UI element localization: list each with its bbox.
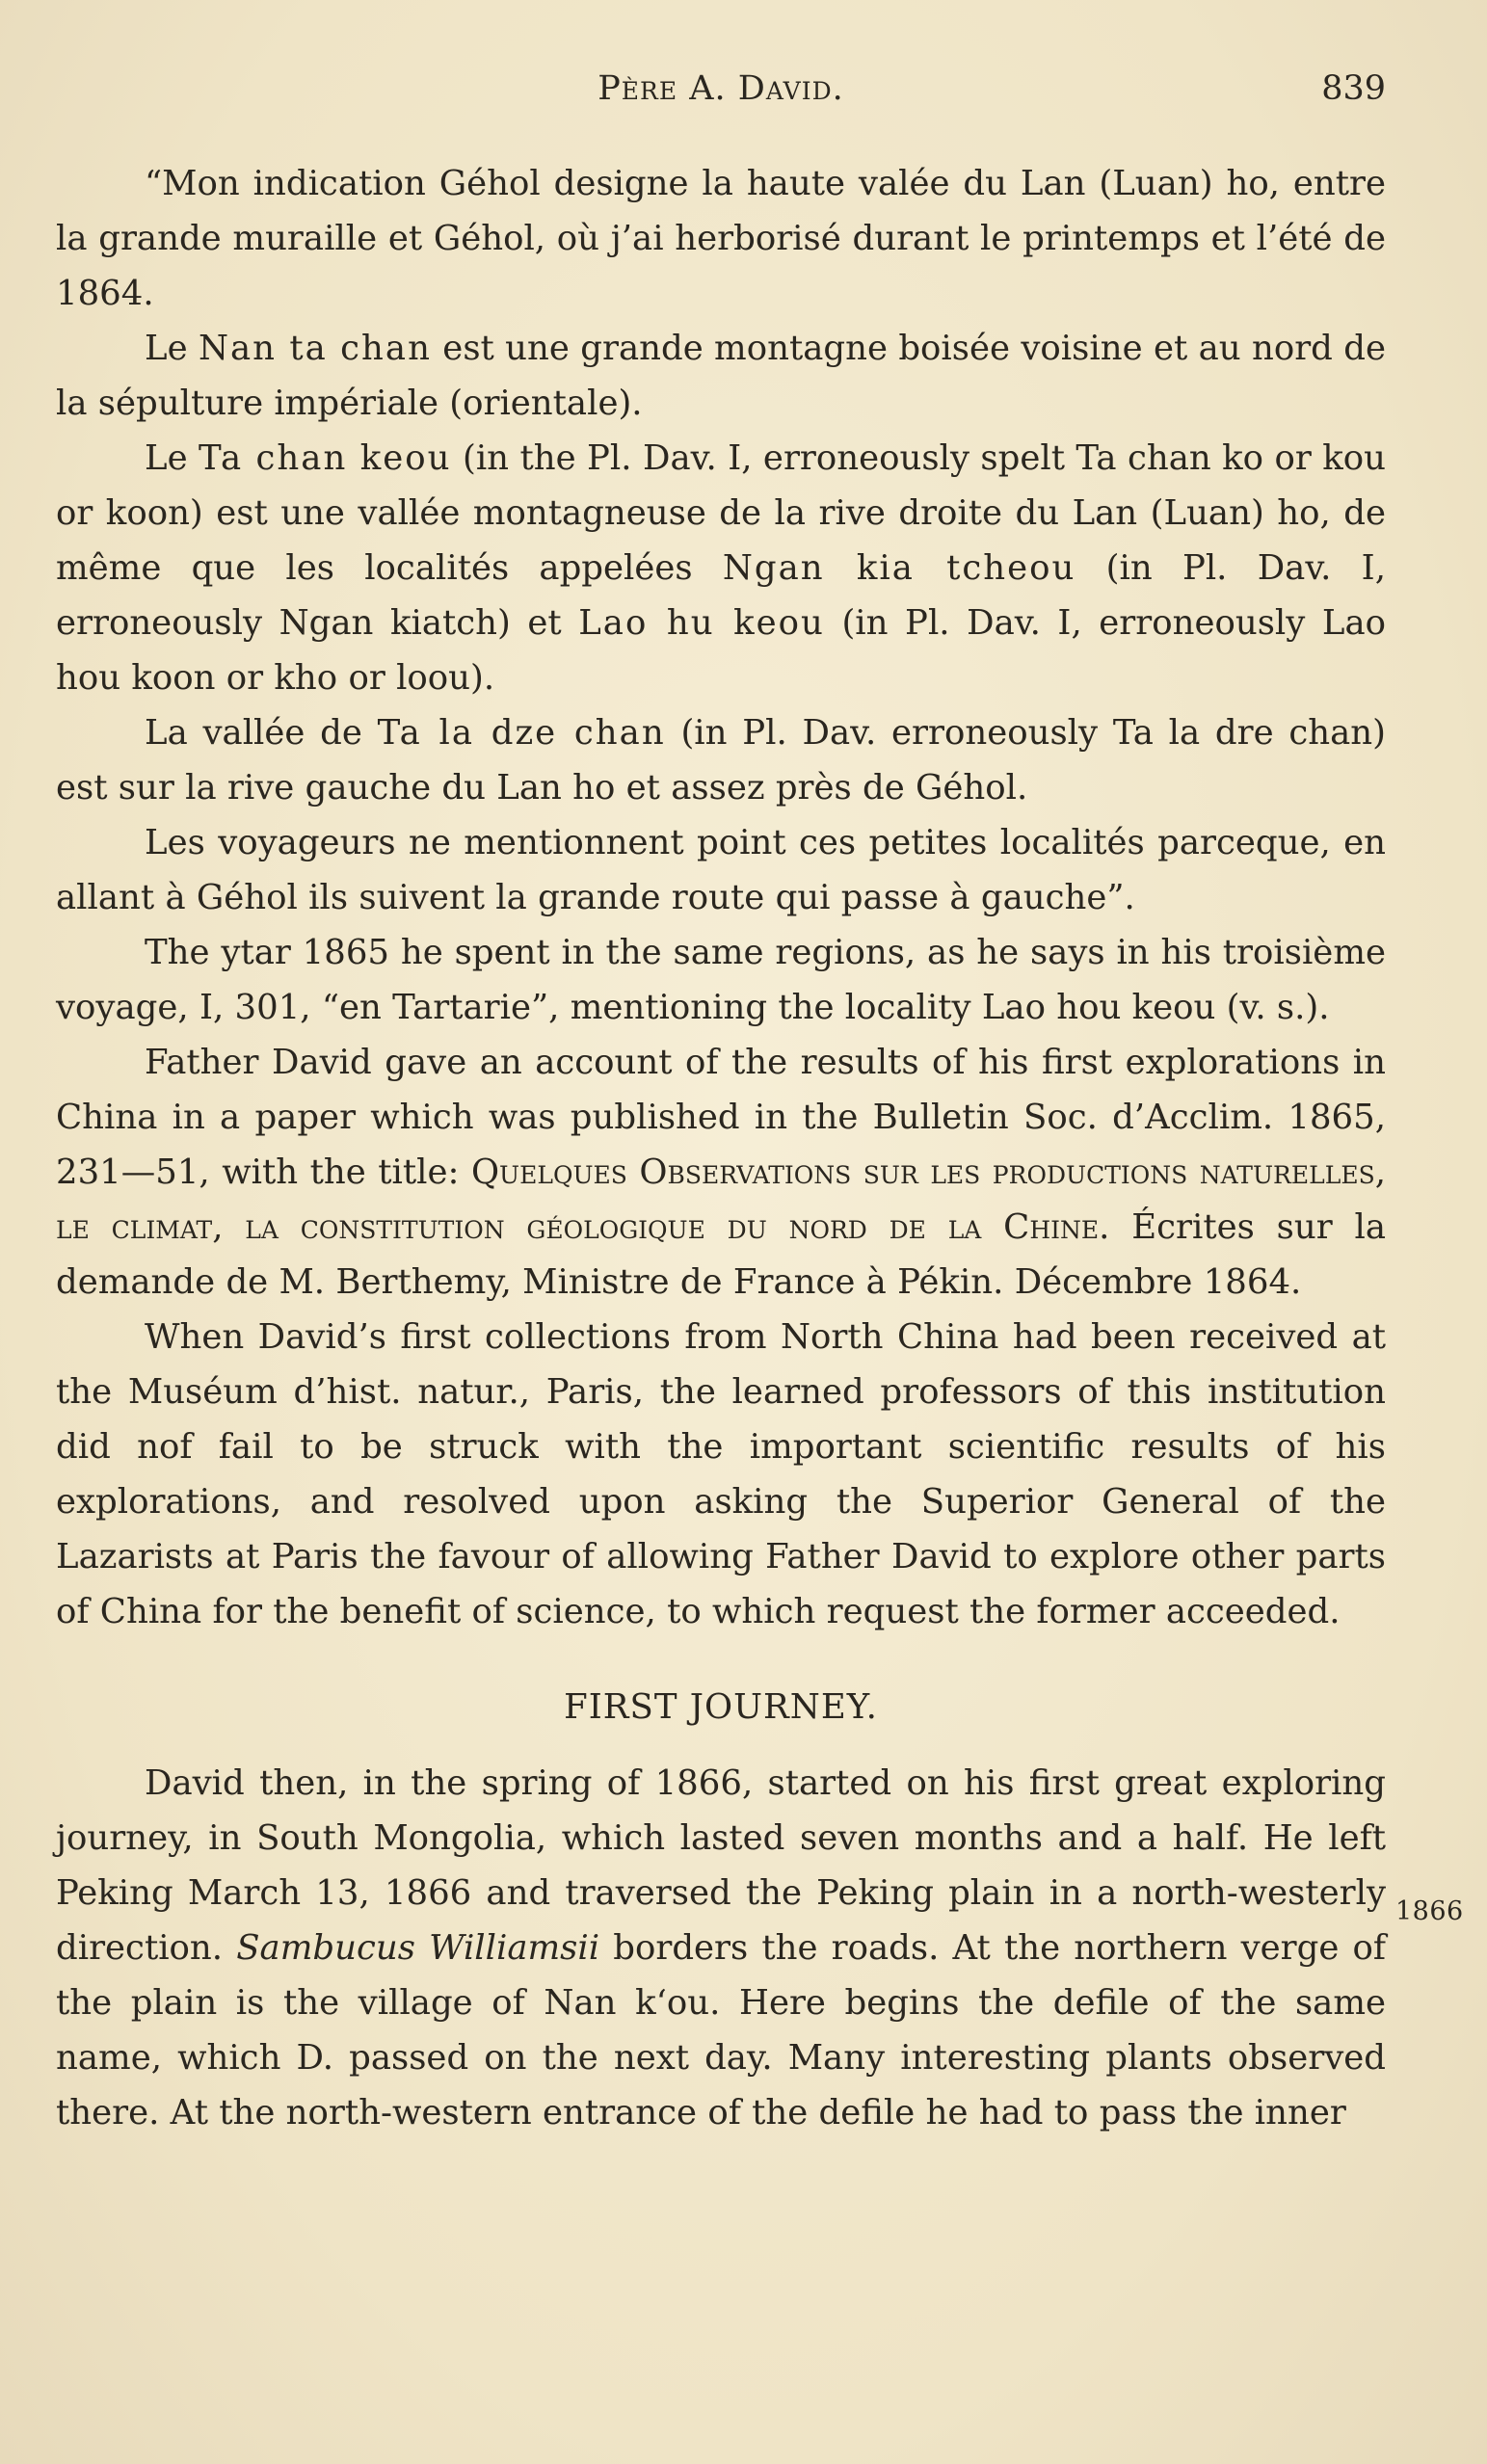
text-segment: . Écrites sur la demande de M. Berthemy, Ministre de France à Pékin. Décembre 1864. [56, 1207, 1386, 1302]
text-spaced: Lao hu keou [578, 603, 825, 643]
text-smallcaps: Quelques Observations sur les productions naturelles, le climat, la constitution géologique du nord de la Chine [56, 1153, 1386, 1247]
paragraph [56, 321, 1386, 431]
text-segment: (in the Pl. Dav. I, erroneously spelt Ta chan ko or kou or koon) est une vallée montagneuse de la rive droite du Lan (Luan) ho, de même que les localités appelées [56, 438, 1387, 588]
paragraph-list [56, 156, 1386, 1639]
margin-year-note: 1866 [1395, 1896, 1464, 1926]
text-spaced: Ta la dze chan [377, 713, 666, 753]
text-segment: est une grande montagne boisée voisine et au nord de la sépulture impériale (orientale). [56, 329, 1386, 423]
text-segment: Le [145, 438, 199, 478]
running-title: Père A. David. [597, 69, 844, 108]
paragraph [56, 1310, 1386, 1639]
paragraph [56, 925, 1386, 1035]
text-segment: David then, in the spring of 1866, started on his first great exploring journey, in South Mongolia, which lasted seven months and a half. He left Peking March 13, 1866 and traversed the Peking plain in a north-westerly direction. [56, 1763, 1386, 1968]
text-segment: (in Pl. Dav. I, erroneously Lao hou koon or kho or loou). [56, 603, 1386, 698]
text-segment: La vallée de [145, 713, 378, 753]
paragraph [56, 1035, 1386, 1310]
text-segment: Le [145, 329, 199, 368]
body-text [56, 156, 1386, 2140]
text-segment: Father David gave an account of the results of his first explorations in China in a paper which was published in the Bulletin Soc. d’Acclim. 1865, 231—51, with the title: [56, 1043, 1386, 1192]
text-spaced: Nan ta chan [198, 329, 432, 368]
text-segment: “Mon indication Géhol designe la haute valée du Lan (Luan) ho, entre la grande muraille et Géhol, où j’ai herborisé durant le printemps et l’été de 1864. [56, 164, 1386, 313]
text-italic: Sambucus Williamsii [236, 1928, 600, 1968]
paragraph [56, 156, 1386, 321]
page-header [56, 69, 1386, 118]
page-number: 839 [1321, 69, 1386, 108]
text-segment: When David’s first collections from North China had been received at the Muséum d’hist. natur., Paris, the learned professors of this institution did nof fail to be struck with the important scientific results of his explorations, and resolved upon asking the Superior General of the Lazarists at Paris the favour of allowing Father David to explore other parts of China for the benefit of science, to which request the former acceeded. [56, 1317, 1386, 1631]
text-spaced: Ngan kia tcheou [722, 548, 1076, 588]
text-spaced: Ta chan keou [199, 438, 452, 478]
paragraph [56, 1756, 1386, 2140]
paragraph [56, 815, 1386, 925]
section-heading: FIRST JOURNEY. [564, 1687, 878, 1727]
text-segment: (in Pl. Dav. erroneously Ta la dre chan) est sur la rive gauche du Lan ho et assez près de Géhol. [56, 713, 1386, 808]
text-segment: (in Pl. Dav. I, erroneously Ngan kiatch) et [56, 548, 1386, 643]
paragraph [56, 705, 1386, 815]
text-segment: The ytar 1865 he spent in the same regions, as he says in his troisième voyage, I, 301, “en Tartarie”, mentioning the locality Lao hou keou (v. s.). [56, 933, 1386, 1027]
section-paragraph-list [56, 1756, 1386, 2140]
text-segment: Les voyageurs ne mentionnent point ces petites localités parceque, en allant à Géhol ils suivent la grande route qui passe à gauche”. [56, 823, 1386, 917]
text-segment: borders the roads. At the northern verge of the plain is the village of Nan k‘ou. Here begins the defile of the same name, which D. passed on the next day. Many interesting plants observed there. At the north-western entrance of the defile he had to pass the inner [56, 1928, 1386, 2133]
paragraph [56, 431, 1386, 705]
